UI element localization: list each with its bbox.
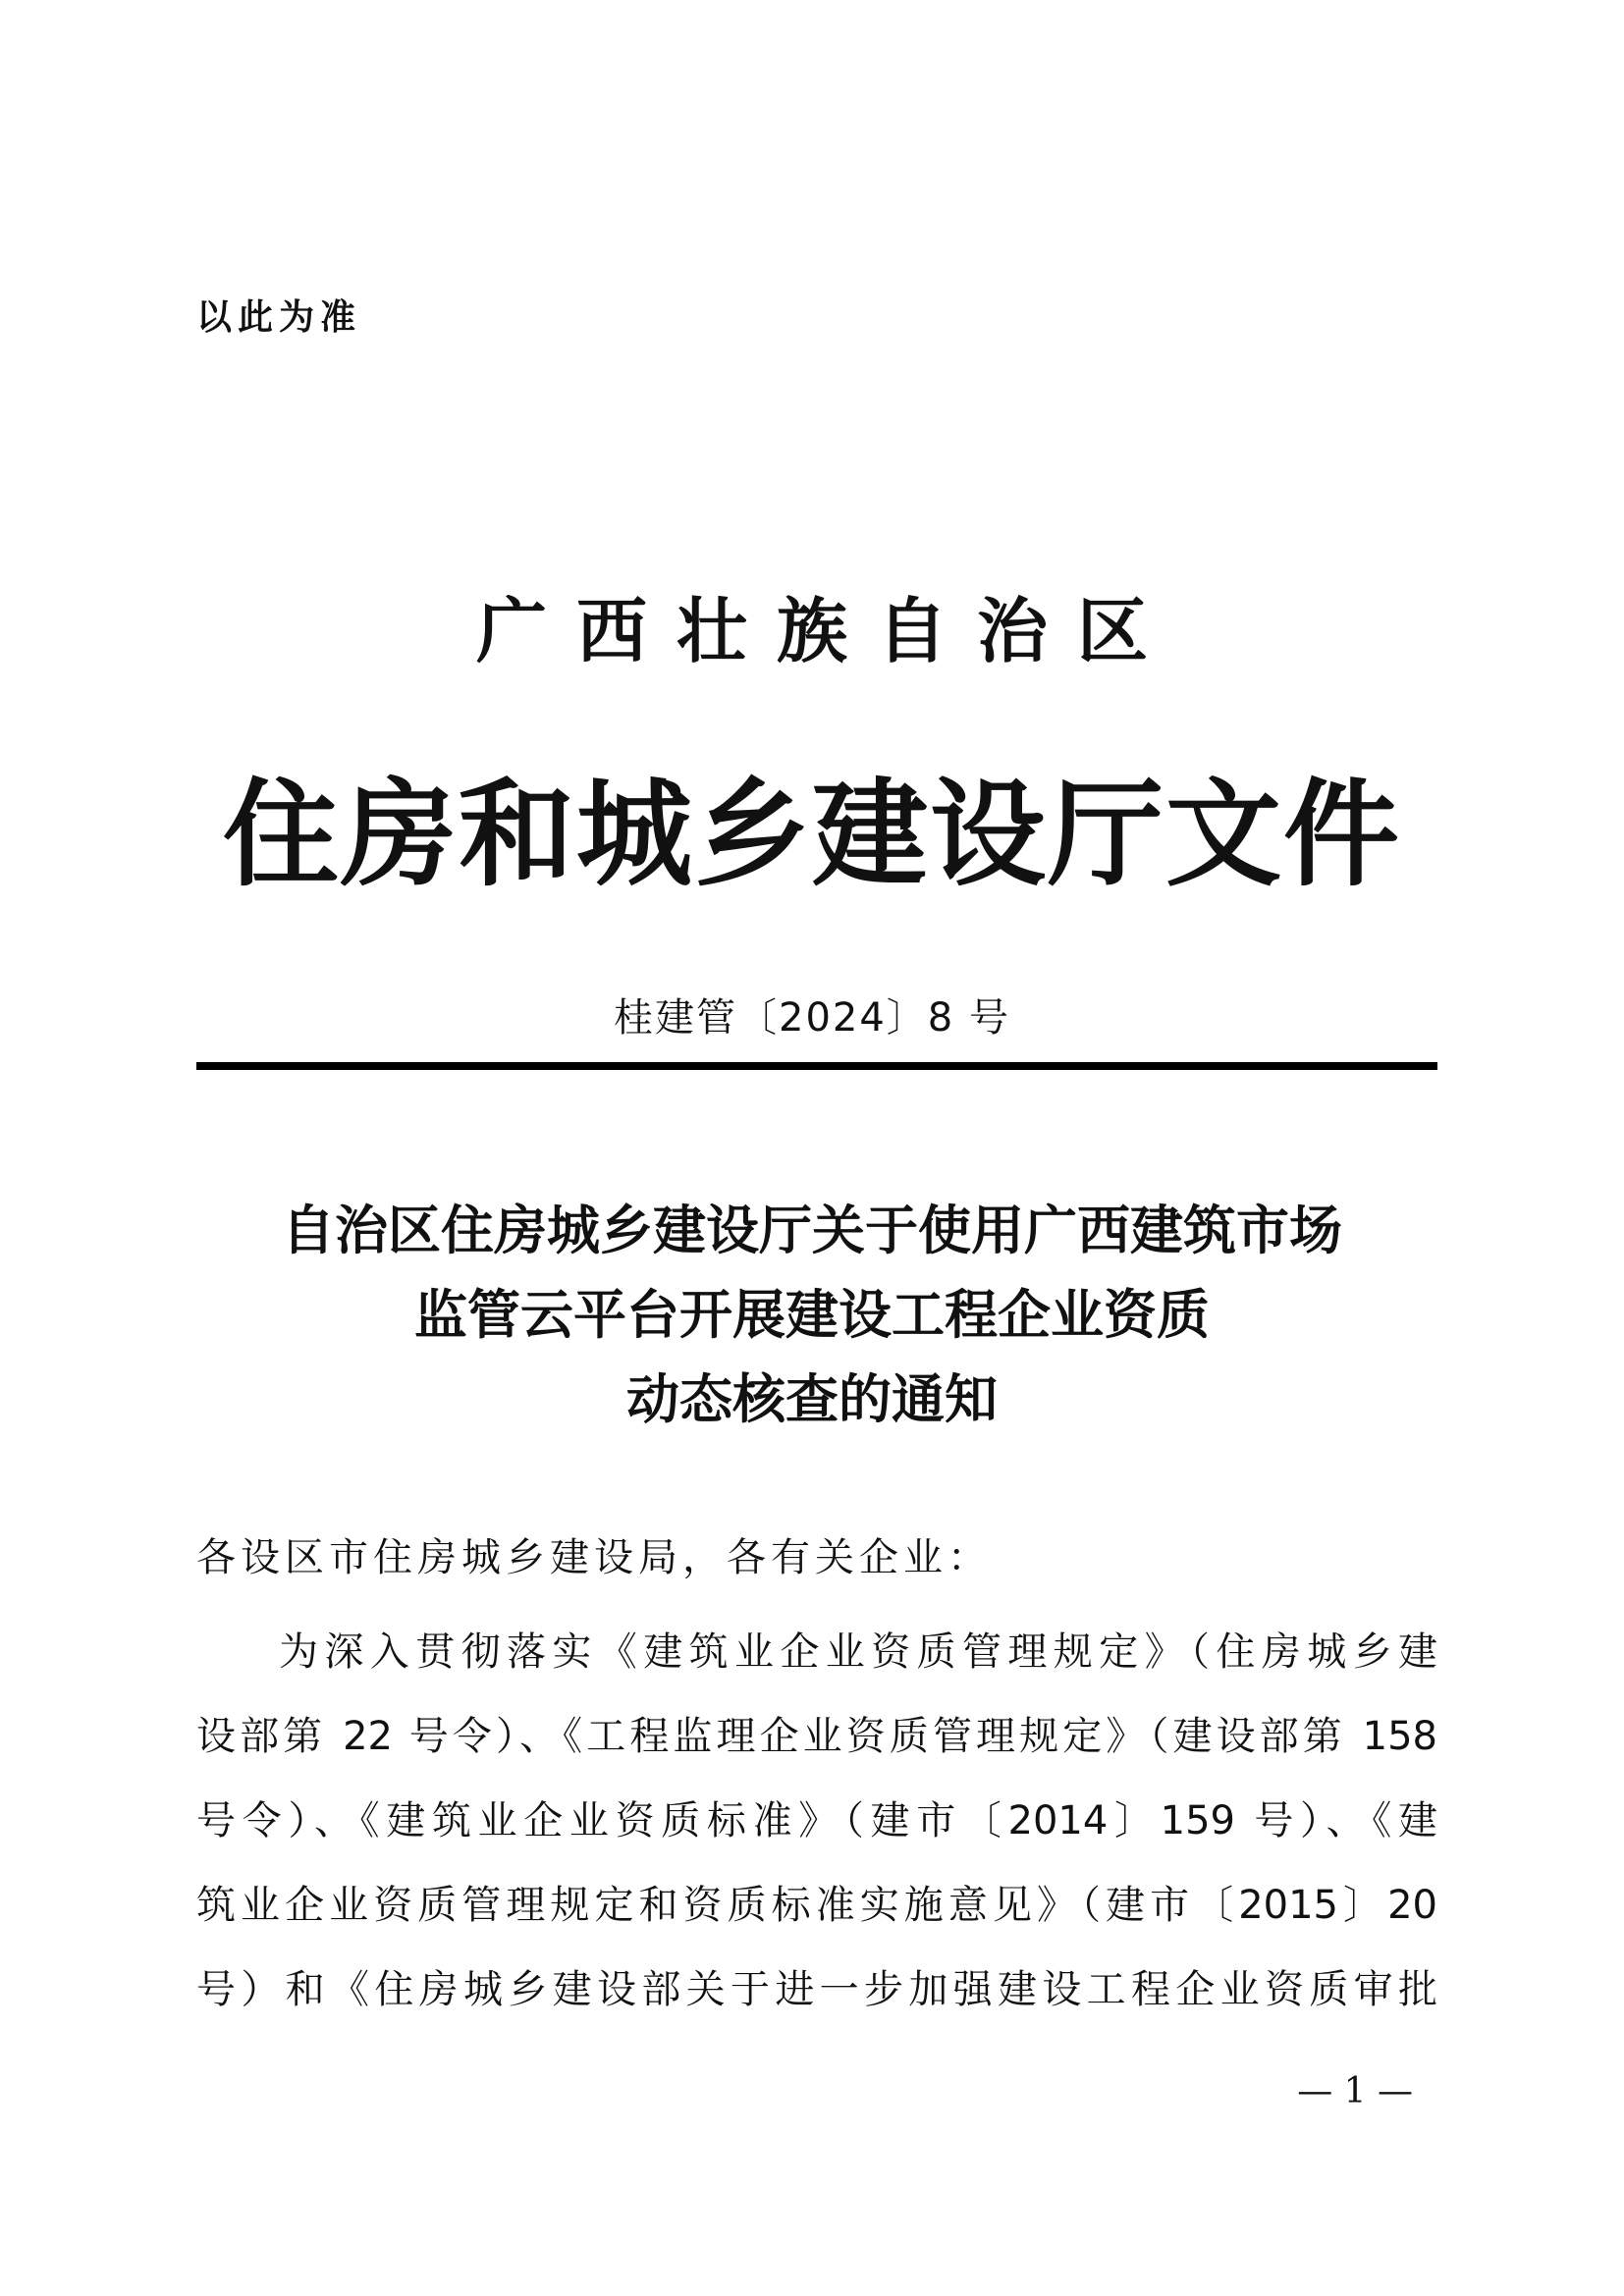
document-number: 桂建管〔2024〕8 号: [614, 995, 1010, 1041]
header-divider: [196, 1062, 1437, 1070]
body-line: 为深入贯彻落实《建筑业企业资质管理规定》（住房城乡建: [279, 1629, 1437, 1675]
issuer-region: 广西壮族自治区: [475, 589, 1177, 672]
page-number: — 1 —: [1297, 2071, 1413, 2111]
body-line: 筑业企业资质管理规定和资质标准实施意见》（建市〔2015〕20: [196, 1883, 1437, 1928]
salutation: 各设区市住房城乡建设局，各有关企业：: [196, 1535, 992, 1580]
issuer-department: 住房和城乡建设厅文件: [222, 766, 1401, 902]
title-line: 自治区住房城乡建设厅关于使用广西建筑市场: [282, 1199, 1342, 1261]
document-marking: 以此为准: [196, 297, 362, 338]
title-line: 监管云平台开展建设工程企业资质: [414, 1283, 1210, 1346]
body-line: 号）和《住房城乡建设部关于进一步加强建设工程企业资质审批: [196, 1967, 1437, 2012]
body-paragraph: [196, 1610, 1437, 2032]
title-line: 动态核查的通知: [626, 1367, 998, 1430]
document-title: [0, 1188, 1624, 1441]
body-line: 设部第 22 号令）、《工程监理企业资质管理规定》（建设部第 158: [196, 1714, 1437, 1759]
body-line: 号令）、《建筑业企业资质标准》（建市〔2014〕159 号）、《建: [196, 1798, 1437, 1843]
